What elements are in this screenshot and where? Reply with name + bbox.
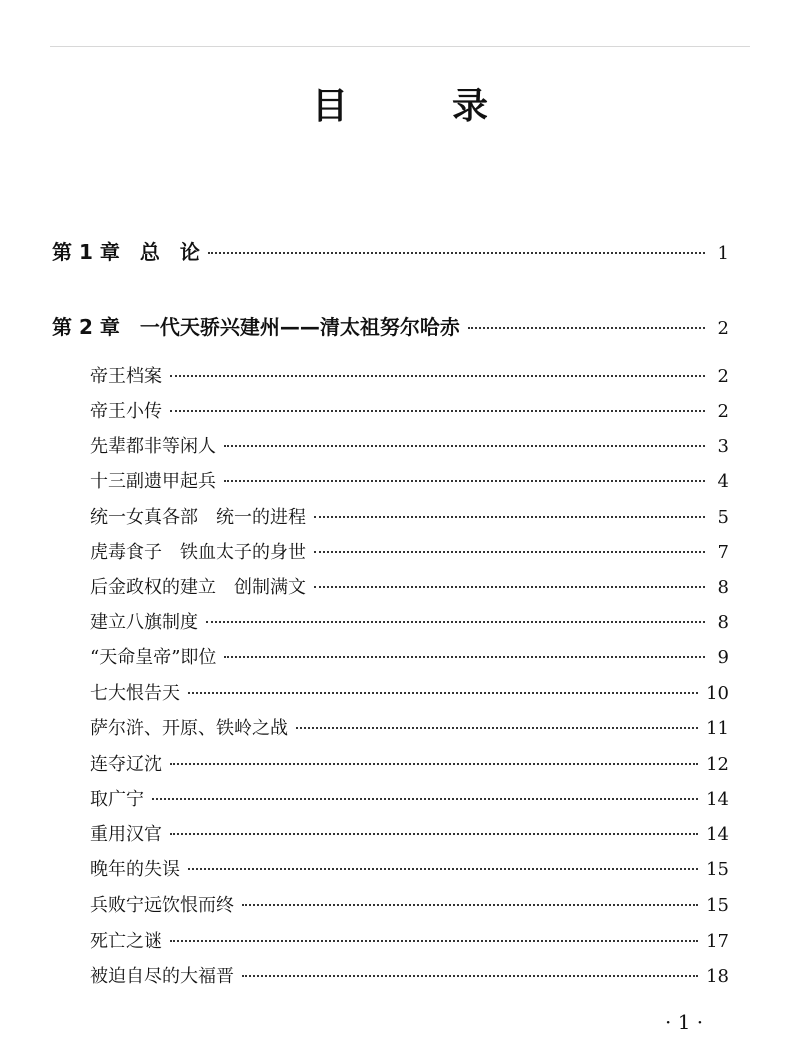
- toc-page-number: 14: [706, 824, 729, 845]
- dot-leader: [170, 833, 698, 835]
- toc-entry-label: 先辈都非等闲人: [90, 436, 216, 457]
- toc-section[interactable]: [90, 397, 729, 423]
- toc-entry-label: 十三副遗甲起兵: [90, 471, 216, 492]
- toc-entry-label: “天命皇帝”即位: [90, 647, 217, 668]
- dot-leader: [188, 868, 698, 870]
- dot-leader: [296, 727, 698, 729]
- toc-page-number: 11: [706, 718, 729, 739]
- toc-section[interactable]: [90, 467, 729, 493]
- toc-page-number: 2: [717, 366, 729, 387]
- header-rule: [50, 46, 750, 47]
- toc-page-number: 15: [706, 859, 729, 880]
- dot-leader: [152, 798, 698, 800]
- dot-leader: [170, 763, 698, 765]
- folio-page-number: · 1 ·: [665, 1010, 704, 1034]
- toc-entry-label: 被迫自尽的大福晋: [90, 966, 234, 987]
- toc-page-number: 18: [706, 966, 729, 987]
- toc-entry-label: 兵败宁远饮恨而终: [90, 895, 234, 916]
- toc-entry-label: 帝王小传: [90, 401, 162, 422]
- dot-leader: [188, 692, 698, 694]
- toc-page-number: 3: [717, 436, 729, 457]
- toc-entry-label: 取广宁: [90, 789, 144, 810]
- toc-section[interactable]: [90, 432, 729, 458]
- toc-entry-label: 第 1 章 总 论: [52, 240, 200, 264]
- toc-section[interactable]: [90, 891, 729, 917]
- toc-page-number: 2: [717, 401, 729, 422]
- toc-entry-label: 七大恨告天: [90, 683, 180, 704]
- dot-leader: [468, 327, 705, 329]
- toc-page-number: 12: [706, 754, 729, 775]
- toc-entry-label: 后金政权的建立 创制满文: [90, 577, 306, 598]
- dot-leader: [208, 252, 705, 254]
- toc-entry-label: 帝王档案: [90, 366, 162, 387]
- toc-chapter-1[interactable]: [52, 236, 729, 265]
- toc-page-number: 2: [717, 318, 729, 339]
- toc-section[interactable]: [90, 855, 729, 881]
- toc-entry-label: 虎毒食子 铁血太子的身世: [90, 542, 306, 563]
- page-title: 目 录: [311, 86, 522, 127]
- toc-page-number: 4: [717, 471, 729, 492]
- toc-section[interactable]: [90, 927, 729, 953]
- toc-section[interactable]: [90, 962, 729, 988]
- toc-entry-label: 晚年的失误: [90, 859, 180, 880]
- dot-leader: [224, 445, 705, 447]
- toc-page-number: 17: [706, 931, 729, 952]
- dot-leader: [314, 516, 705, 518]
- toc-entry-label: 建立八旗制度: [90, 612, 198, 633]
- toc-section[interactable]: [90, 503, 729, 529]
- dot-leader: [206, 621, 705, 623]
- toc-section[interactable]: [90, 538, 729, 564]
- toc-page-number: 8: [717, 577, 729, 598]
- toc-entry-label: 死亡之谜: [90, 931, 162, 952]
- toc-section[interactable]: [90, 573, 729, 599]
- dot-leader: [314, 551, 705, 553]
- toc-entry-label: 重用汉官: [90, 824, 162, 845]
- toc-entry-label: 统一女真各部 统一的进程: [90, 507, 306, 528]
- toc-page-number: 7: [717, 542, 729, 563]
- dot-leader: [242, 904, 698, 906]
- toc-section[interactable]: [90, 785, 729, 811]
- dot-leader: [314, 586, 705, 588]
- toc-page-number: 5: [717, 507, 729, 528]
- dot-leader: [170, 410, 705, 412]
- toc-page-number: 9: [717, 647, 729, 668]
- toc-page-number: 10: [706, 683, 729, 704]
- toc-entry-label: 萨尔浒、开原、铁岭之战: [90, 718, 288, 739]
- dot-leader: [224, 656, 705, 658]
- toc-chapter-2[interactable]: [52, 311, 729, 340]
- toc-entry-label: 连夺辽沈: [90, 754, 162, 775]
- dot-leader: [170, 940, 698, 942]
- toc-page-number: 1: [717, 243, 729, 264]
- dot-leader: [242, 975, 698, 977]
- toc-section[interactable]: [90, 608, 729, 634]
- toc-section[interactable]: [90, 643, 729, 669]
- toc-page-number: 15: [706, 895, 729, 916]
- toc-section[interactable]: [90, 820, 729, 846]
- toc-section[interactable]: [90, 679, 729, 705]
- dot-leader: [224, 480, 705, 482]
- dot-leader: [170, 375, 705, 377]
- toc-entry-label: 第 2 章 一代天骄兴建州——清太祖努尔哈赤: [52, 315, 460, 339]
- toc-section[interactable]: [90, 714, 729, 740]
- toc-section[interactable]: [90, 750, 729, 776]
- toc-section[interactable]: [90, 362, 729, 388]
- toc-page-number: 8: [717, 612, 729, 633]
- toc-page-number: 14: [706, 789, 729, 810]
